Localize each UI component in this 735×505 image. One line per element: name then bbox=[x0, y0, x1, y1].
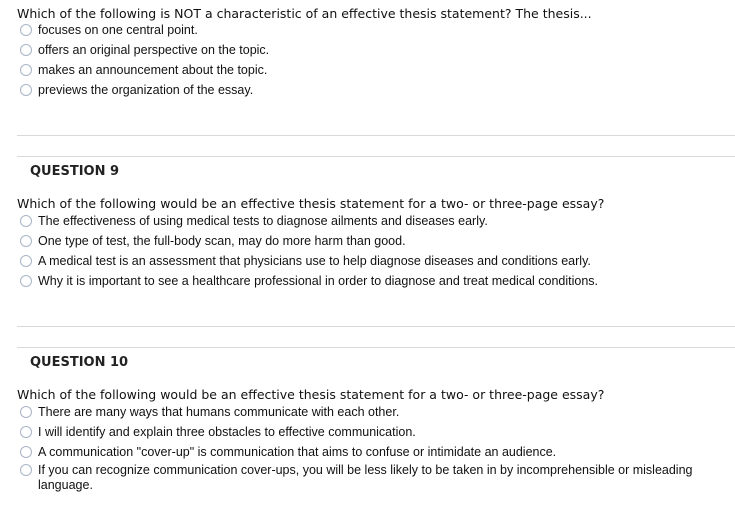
q8-option-3[interactable] bbox=[20, 63, 267, 78]
q9-option-4[interactable] bbox=[20, 274, 598, 289]
option-label: focuses on one central point. bbox=[38, 23, 198, 37]
radio-button[interactable] bbox=[20, 275, 32, 287]
question-8-prompt: Which of the following is NOT a characteristic of an effective thesis statement? The thesis... bbox=[17, 6, 592, 21]
question-10-prompt: Which of the following would be an effective thesis statement for a two- or three-page essay? bbox=[17, 387, 605, 402]
q9-option-3[interactable] bbox=[20, 254, 591, 269]
question-9-header: QUESTION 9 bbox=[30, 164, 120, 179]
section-divider bbox=[17, 347, 735, 348]
radio-button[interactable] bbox=[20, 215, 32, 227]
option-label: offers an original perspective on the topic. bbox=[38, 43, 270, 57]
option-label: makes an announcement about the topic. bbox=[38, 63, 268, 77]
option-label: If you can recognize communication cover-ups, you will be less likely to be taken in by incomprehensible or misleading language. bbox=[38, 463, 693, 492]
option-label: A communication "cover-up" is communication that aims to confuse or intimidate an audience. bbox=[38, 445, 557, 459]
option-label: There are many ways that humans communicate with each other. bbox=[38, 405, 400, 419]
q8-option-1[interactable] bbox=[20, 23, 198, 38]
radio-button[interactable] bbox=[20, 84, 32, 96]
q10-option-4[interactable] bbox=[20, 463, 728, 493]
q9-option-2[interactable] bbox=[20, 234, 406, 249]
option-label: previews the organization of the essay. bbox=[38, 83, 254, 97]
option-label: The effectiveness of using medical tests to diagnose ailments and diseases early. bbox=[38, 214, 488, 228]
option-label: I will identify and explain three obstacles to effective communication. bbox=[38, 425, 416, 439]
option-label: A medical test is an assessment that physicians use to help diagnose diseases and conditions early. bbox=[38, 254, 591, 268]
q10-option-3[interactable] bbox=[20, 445, 556, 460]
section-divider bbox=[17, 156, 735, 157]
question-9-prompt: Which of the following would be an effective thesis statement for a two- or three-page essay? bbox=[17, 196, 605, 211]
radio-button[interactable] bbox=[20, 426, 32, 438]
section-divider bbox=[17, 326, 735, 327]
option-label: One type of test, the full-body scan, may do more harm than good. bbox=[38, 234, 406, 248]
radio-button[interactable] bbox=[20, 255, 32, 267]
radio-button[interactable] bbox=[20, 24, 32, 36]
q10-option-2[interactable] bbox=[20, 425, 416, 440]
radio-button[interactable] bbox=[20, 406, 32, 418]
radio-button[interactable] bbox=[20, 64, 32, 76]
radio-button[interactable] bbox=[20, 235, 32, 247]
q8-option-4[interactable] bbox=[20, 83, 253, 98]
q8-option-2[interactable] bbox=[20, 43, 269, 58]
radio-button[interactable] bbox=[20, 464, 32, 476]
option-label: Why it is important to see a healthcare professional in order to diagnose and treat medical conditions. bbox=[38, 274, 599, 288]
section-divider bbox=[17, 135, 735, 136]
q9-option-1[interactable] bbox=[20, 214, 488, 229]
radio-button[interactable] bbox=[20, 446, 32, 458]
q10-option-1[interactable] bbox=[20, 405, 399, 420]
question-10-header: QUESTION 10 bbox=[30, 355, 129, 370]
radio-button[interactable] bbox=[20, 44, 32, 56]
